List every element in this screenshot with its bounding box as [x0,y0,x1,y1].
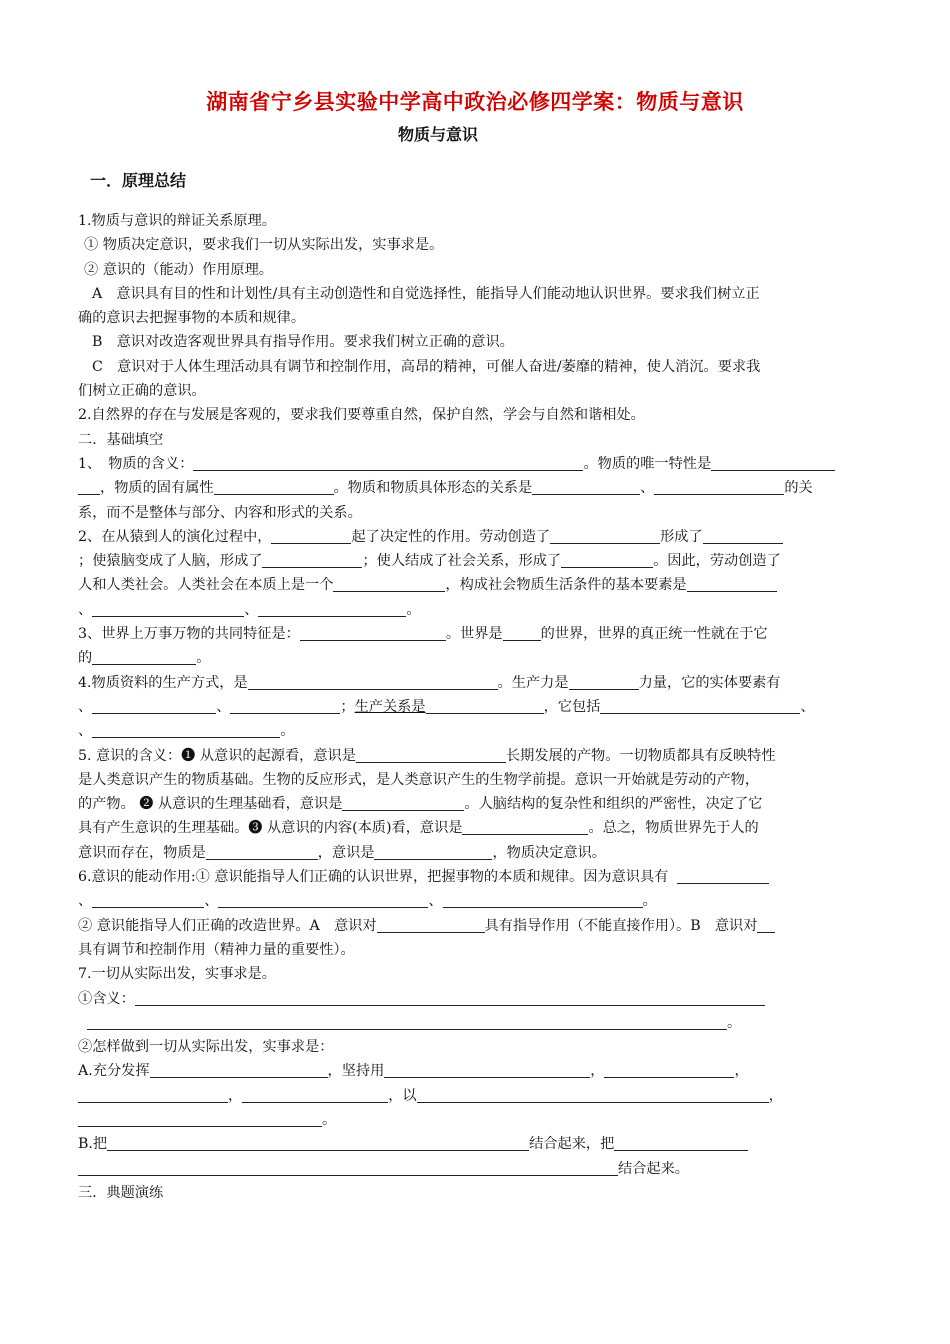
section1-heading: 一．原理总结 [90,171,187,190]
question-5-cont: 是人类意识产生的物质基础。生物的反应形式，是人类意识产生的生物学前提。意识一开始就是劳动的产物， [78,771,760,788]
blank-field[interactable] [107,1133,529,1151]
section2-heading: 二．基础填空 [78,431,164,448]
principle-line: 们树立正确的意识。 [78,383,206,400]
blank-field[interactable] [687,574,777,592]
blank-field[interactable] [374,842,492,860]
blank-field[interactable] [333,574,445,592]
question-5-cont: 具有产生意识的生理基础。❸ 从意识的内容(本质)看，意识是 。总之，物质世界先于人的 [78,816,884,840]
blank-field[interactable] [443,890,643,908]
blank-field[interactable] [561,550,653,568]
blank-field[interactable] [356,745,506,763]
principle-line: B 意识对改造客观世界具有指导作用。要求我们树立正确的意识。 [92,334,514,351]
blank-field[interactable] [703,526,783,544]
blank-field[interactable] [92,720,280,738]
question-7-a-cont: 。 [78,1108,884,1132]
blank-field[interactable] [92,599,244,617]
question-6-cont: 具有调节和控制作用（精神力量的重要性）。 [78,941,355,958]
page-subtitle: 物质与意识 [398,125,479,144]
worksheet-body [78,209,884,1205]
blank-field[interactable] [569,672,639,690]
question-7-how: ②怎样做到一切从实际出发，实事求是： [78,1039,334,1056]
blank-field[interactable] [271,526,351,544]
blank-field[interactable] [78,1158,618,1176]
question-1-cont: ，物质的固有属性 。物质和物质具体形态的关系是 、 的关 [78,476,884,500]
blank-field[interactable] [426,696,544,714]
question-2-cont: ；使猿脑变成了人脑，形成了 ；使人结成了社会关系，形成了 。因此，劳动创造了 [78,549,884,573]
blank-field[interactable] [262,550,362,568]
question-2-cont: 、 、 。 [78,598,884,622]
question-7-a: A.充分发挥 ，坚持用 ， ， [78,1059,884,1083]
principle-line: ① 物质决定意识，要求我们一切从实际出发，实事求是。 [84,237,444,254]
blank-field[interactable] [757,915,775,933]
blank-field[interactable] [258,599,406,617]
question-4-cont: 、 、 ；生产关系是 ，它包括 、 [78,695,884,719]
blank-field[interactable] [214,477,334,495]
blank-field[interactable] [78,477,100,495]
section3-heading: 三．典题演练 [78,1184,164,1201]
question-7-b: B.把 结合起来，把 [78,1132,884,1156]
question-6-cont: 、 、 、 。 [78,889,884,913]
blank-field[interactable] [600,696,800,714]
blank-field[interactable] [87,1012,727,1030]
blank-field[interactable] [248,672,498,690]
blank-field[interactable] [218,890,428,908]
question-3-cont: 的 。 [78,646,884,670]
blank-field[interactable] [377,915,485,933]
blank-field[interactable] [150,1060,328,1078]
question-1: 1、 物质的含义： 。物质的唯一特性是 [78,452,884,476]
question-1-cont: 系，而不是整体与部分、内容和形式的关系。 [78,504,362,521]
blank-field[interactable] [92,696,216,714]
blank-field[interactable] [300,623,446,641]
blank-field[interactable] [417,1085,769,1103]
blank-field[interactable] [503,623,541,641]
question-7-a-cont: ， ，以 ， [78,1084,884,1108]
blank-field[interactable] [711,453,835,471]
principle-line: C 意识对于人体生理活动具有调节和控制作用，高昂的精神，可催人奋进/萎靡的精神，使人消沉。要求我 [92,358,761,375]
blank-field[interactable] [604,1060,734,1078]
blank-field[interactable] [206,842,318,860]
blank-field[interactable] [677,866,769,884]
question-2: 2、在从猿到人的演化过程中， 起了决定性的作用。劳动创造了 形成了 [78,525,884,549]
blank-field[interactable] [614,1133,748,1151]
blank-field[interactable] [92,890,204,908]
question-5: 5. 意识的含义：❶ 从意识的起源看，意识是 长期发展的产物。一切物质都具有反映特性 [78,744,884,768]
blank-field[interactable] [193,453,583,471]
question-7-b-cont: 结合起来。 [78,1157,884,1181]
question-2-cont: 人和人类社会。人类社会在本质上是一个 ，构成社会物质生活条件的基本要素是 [78,573,884,597]
question-6: 6.意识的能动作用:① 意识能指导人们正确的认识世界，把握事物的本质和规律。因为意识具有 [78,865,884,889]
blank-field[interactable] [78,1109,322,1127]
question-7-meaning-cont: 。 [78,1011,884,1035]
question-7-meaning: ①含义： [78,987,884,1011]
question-5-cont: 的产物。 ❷ 从意识的生理基础看，意识是 。人脑结构的复杂性和组织的严密性，决定了它 [78,792,884,816]
question-7: 7.一切从实际出发，实事求是。 [78,966,276,983]
question-3: 3、世界上万事万物的共同特征是： 。世界是 的世界，世界的真正统一性就在于它 [78,622,884,646]
principle-line: ② 意识的（能动）作用原理。 [84,261,273,278]
question-4: 4.物质资料的生产方式，是 。生产力是 力量，它的实体要素有 [78,671,884,695]
blank-field[interactable] [135,988,765,1006]
blank-field[interactable] [230,696,340,714]
blank-field[interactable] [242,1085,388,1103]
principle-line: 2.自然界的存在与发展是客观的，要求我们要尊重自然，保护自然，学会与自然和谐相处。 [78,407,645,424]
page-title: 湖南省宁乡县实验中学高中政治必修四学案：物质与意识 [206,90,744,114]
question-5-cont: 意识而存在，物质是 ，意识是 ，物质决定意识。 [78,841,884,865]
principle-line: 1.物质与意识的辩证关系原理。 [78,213,276,229]
blank-field[interactable] [342,793,464,811]
blank-field[interactable] [92,647,196,665]
blank-field[interactable] [654,477,784,495]
blank-field[interactable] [384,1060,590,1078]
question-4-cont: 、 。 [78,719,884,743]
question-6-cont: ② 意识能指导人们正确的改造世界。A 意识对 具有指导作用（不能直接作用）。B 意识对 [78,914,884,938]
blank-field[interactable] [78,1085,228,1103]
principle-line: A 意识具有目的性和计划性/具有主动创造性和自觉选择性，能指导人们能动地认识世界。要求我们树立正 [92,285,760,302]
principle-line: 确的意识去把握事物的本质和规律。 [78,310,306,327]
blank-field[interactable] [550,526,660,544]
blank-field[interactable] [532,477,640,495]
blank-field[interactable] [462,817,588,835]
